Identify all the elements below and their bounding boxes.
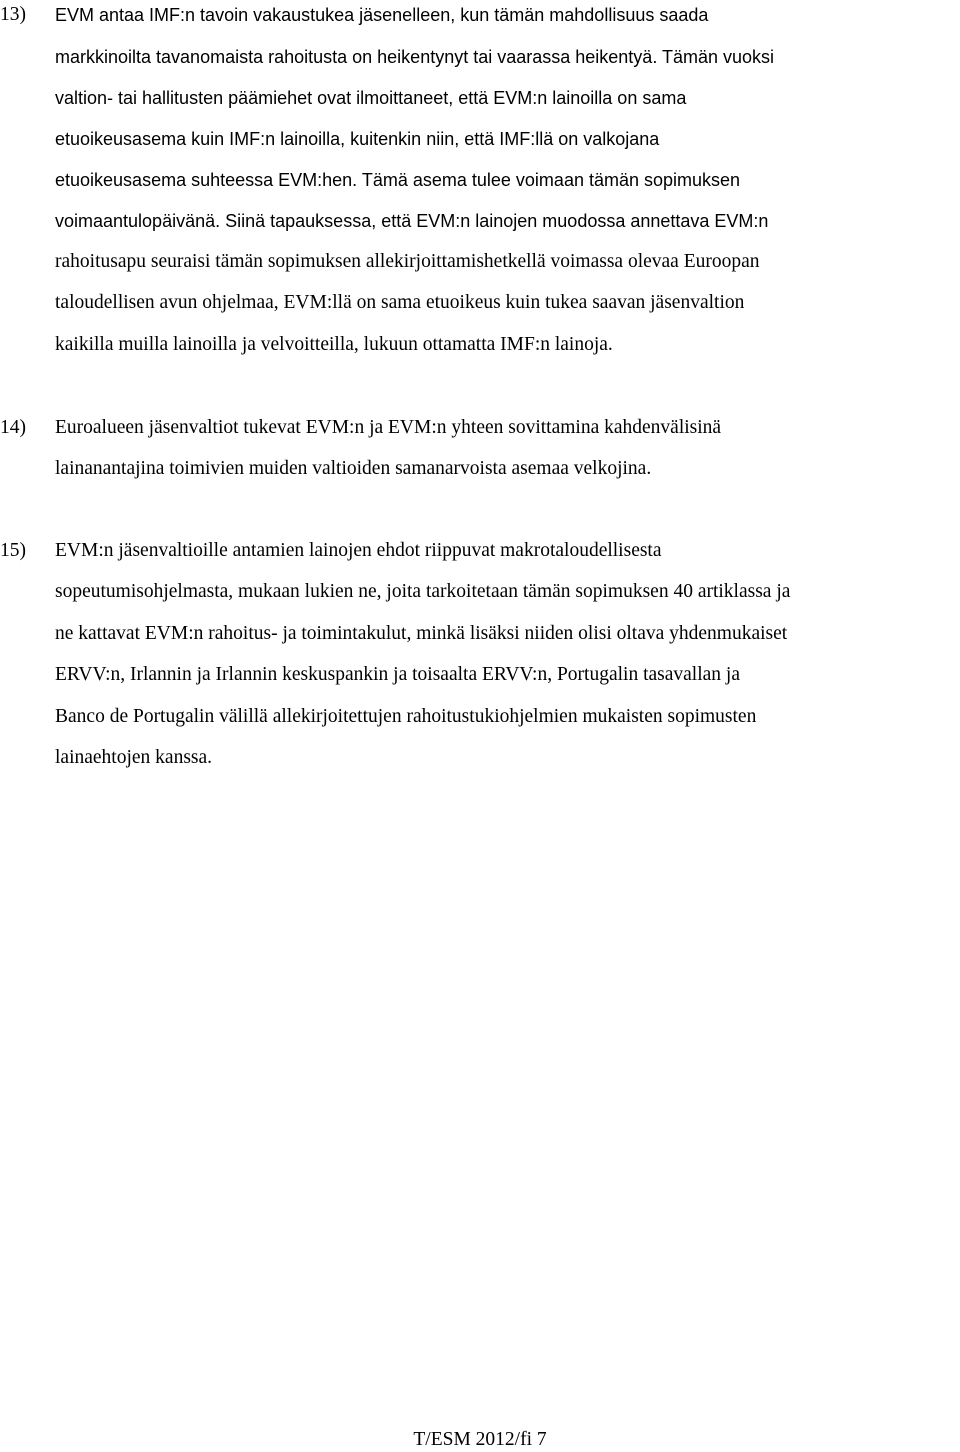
paragraph-13-line-3: valtion- tai hallitusten päämiehet ovat ilmoittaneet, että EVM:n lainoilla on sama [55, 88, 687, 108]
paragraph-15-line-6: lainaehtojen kanssa. [55, 747, 213, 768]
paragraph-14-line-2: lainanantajina toimivien muiden valtioiden samanarvoista asemaa velkojina. [55, 458, 652, 479]
paragraph-15-number: 15) [0, 540, 26, 561]
paragraph-14-number: 14) [0, 417, 26, 438]
paragraph-13-line-5: etuoikeusasema suhteessa EVM:hen. Tämä asema tulee voimaan tämän sopimuksen [55, 170, 741, 190]
paragraph-13-line-6: voimaantulopäivänä. Siinä tapauksessa, että EVM:n lainojen muodossa annettava EVM:n [55, 211, 769, 231]
page-footer: T/ESM 2012/fi 7 [413, 1429, 547, 1450]
paragraph-13-line-2: markkinoilta tavanomaista rahoitusta on heikentynyt tai vaarassa heikentyä. Tämän vuoksi [55, 47, 775, 67]
paragraph-14-line-1: Euroalueen jäsenvaltiot tukevat EVM:n ja EVM:n yhteen sovittamina kahdenvälisinä [55, 417, 722, 438]
paragraph-15-line-3: ne kattavat EVM:n rahoitus- ja toimintakulut, minkä lisäksi niiden olisi oltava yhdenmukaiset [55, 623, 788, 644]
paragraph-15-line-4: ERVV:n, Irlannin ja Irlannin keskuspankin ja toisaalta ERVV:n, Portugalin tasavallan ja [55, 664, 740, 685]
paragraph-13-number: 13) [0, 4, 26, 25]
paragraph-13-line-4: etuoikeusasema kuin IMF:n lainoilla, kuitenkin niin, että IMF:llä on valkojana [55, 129, 660, 149]
paragraph-15-line-2: sopeutumisohjelmasta, mukaan lukien ne, joita tarkoitetaan tämän sopimuksen 40 artiklassa ja [55, 581, 791, 602]
paragraph-13-line-8: taloudellisen avun ohjelmaa, EVM:llä on sama etuoikeus kuin tukea saavan jäsenvaltion [55, 292, 745, 313]
paragraph-15-line-5: Banco de Portugalin välillä allekirjoitettujen rahoitustukiohjelmien mukaisten sopimusten [55, 706, 757, 727]
paragraph-15-line-1: EVM:n jäsenvaltioille antamien lainojen ehdot riippuvat makrotaloudellisesta [55, 540, 662, 561]
paragraph-13-line-1: EVM antaa IMF:n tavoin vakaustukea jäsenelleen, kun tämän mahdollisuus saada [55, 5, 709, 25]
paragraph-13-line-7: rahoitusapu seuraisi tämän sopimuksen allekirjoittamishetkellä voimassa olevaa Euroopan [55, 251, 760, 272]
paragraph-13-line-9: kaikilla muilla lainoilla ja velvoitteilla, lukuun ottamatta IMF:n lainoja. [55, 334, 613, 355]
